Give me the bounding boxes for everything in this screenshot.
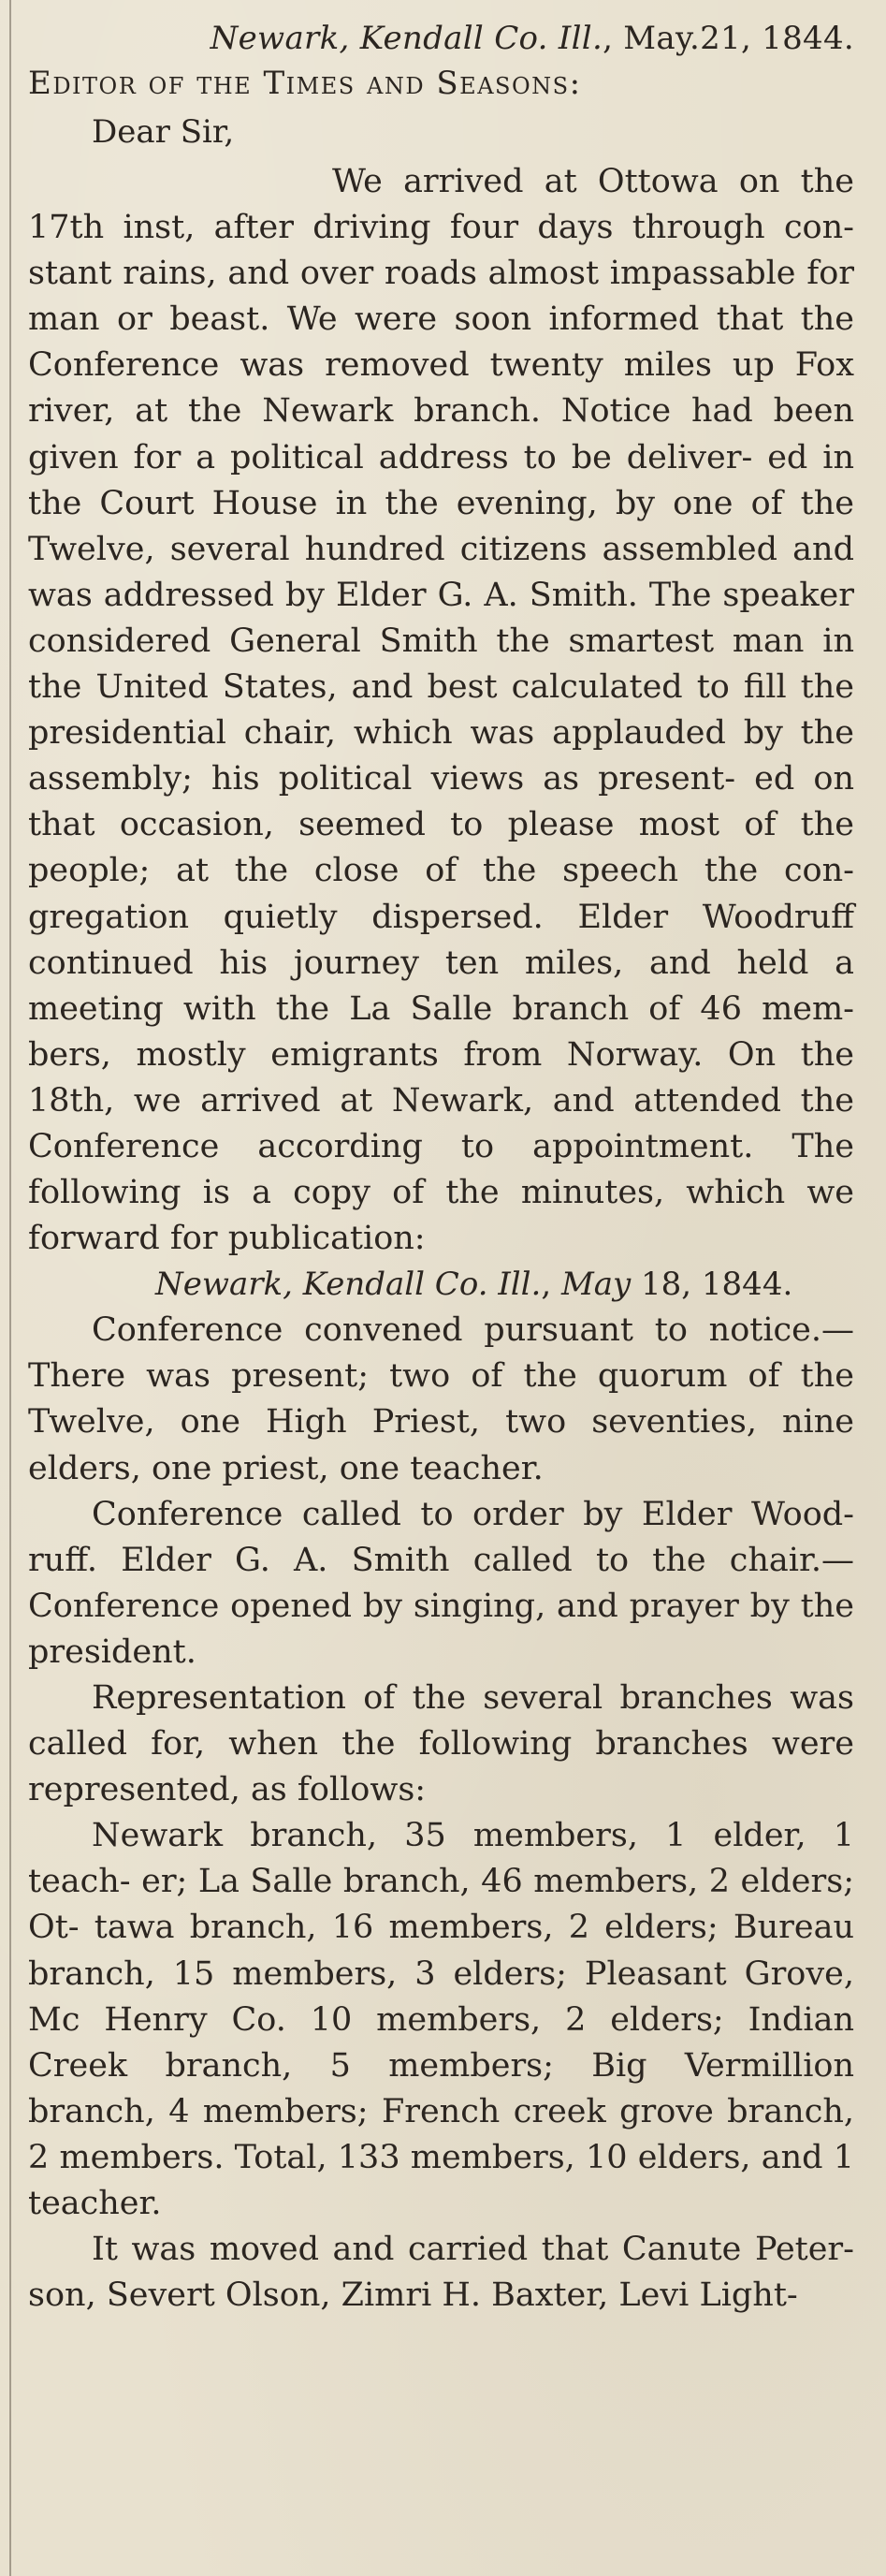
minutes-paragraph: Representation of the several branches was called for, when the following branches were represented, as follows: <box>28 1679 854 1809</box>
dateline-date: , May.21, 1844. <box>603 20 854 57</box>
column-rule <box>9 0 11 2576</box>
minutes-paragraph: It was moved and carried that Canute Peter- son, Severt Olson, Zimri H. Baxter, Levi Light- <box>28 2231 854 2315</box>
minutes-dateline-rest: 18, 1844. <box>631 1266 793 1304</box>
letter-addressee: Editor of the Times and Seasons: <box>28 65 582 102</box>
minutes-dateline-month: May <box>560 1266 632 1304</box>
minutes-dateline-sep: , <box>541 1266 561 1304</box>
dateline-place: Newark, Kendall Co. Ill. <box>210 20 603 57</box>
minutes-dateline-place: Newark, Kendall Co. Ill. <box>155 1266 542 1304</box>
minutes-paragraph: Conference called to order by Elder Wood- ruff. Elder G. A. Smith called to the chair.— Conference opened by singing, and prayer by the president. <box>28 1495 854 1671</box>
letter-salutation: Dear Sir, <box>92 113 235 151</box>
minutes-paragraph: Newark branch, 35 members, 1 elder, 1 teach- er; La Salle branch, 46 members, 2 elders; Ot- tawa branch, 16 members, 2 elders; Bureau branch, 15 members, 3 elders; Pleasant Grove, Mc Henry Co. 10 members, 2 elders; Indian Creek branch, 5 members; Big Vermillion branch, 4 members; French creek grove branch, 2 members. Total, 133 members, 10 elders, and 1 teacher. <box>28 1817 854 2223</box>
letter-dateline <box>28 17 854 60</box>
letter-paragraph: We arrived at Ottowa on the 17th inst, after driving four days through con- stant rains, and over roads almost impassable for man or beast. We were soon informed that the Conference was removed twenty miles up Fox river, at the Newark branch. Notice had been given for a political address to be deliver- ed in the Court House in the evening, by one of the Twelve, several hundred citizens assembled and was addressed by Elder G. A. Smith. The speaker considered General Smith the smartest man in the United States, and best calculated to fill the presidential chair, which was applauded by the assembly; his political views as present- ed on that occasion, seemed to please most of the people; at the close of the speech the con- gregation quietly dispersed. Elder Woodruff continued his journey ten miles, and held a meeting with the La Salle branch of 46 mem- bers, mostly emigrants from Norway. On the 18th, we arrived at Newark, and attended the Conference according to appointment. The following is a copy of the minutes, which we forward for publication: <box>28 163 854 1258</box>
minutes-dateline <box>155 1262 854 1308</box>
minutes-paragraph: Conference convened pursuant to notice.— There was present; two of the quorum of the Twelve, one High Priest, two seventies, nine elders, one priest, one teacher. <box>28 1311 854 1487</box>
